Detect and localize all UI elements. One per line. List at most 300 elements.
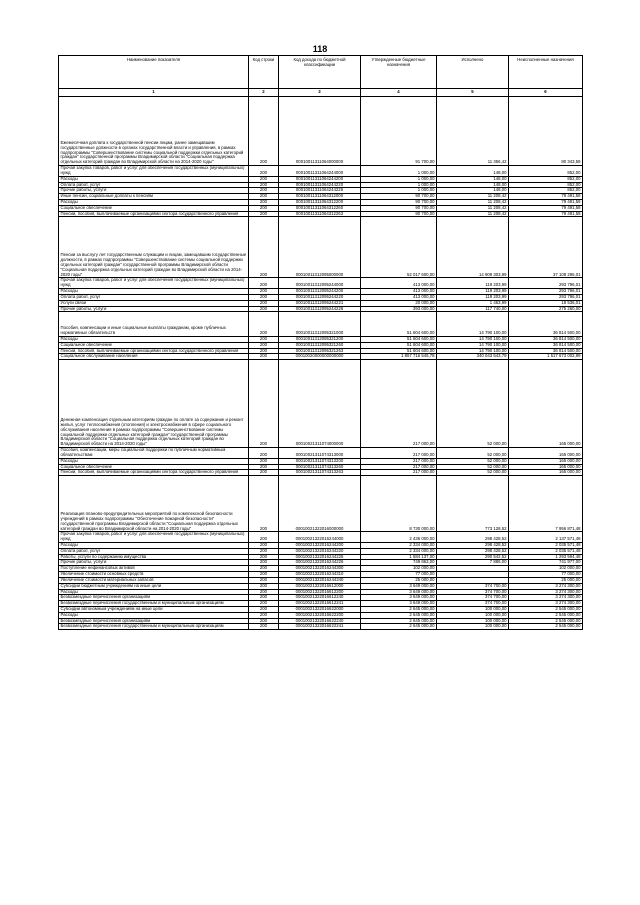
remaining-amount-cell: 2 545 000,00 [509,618,583,624]
line-code-cell: 200 [249,448,279,459]
indicator-name-cell [59,217,249,278]
line-code-cell: 200 [249,300,279,306]
remaining-amount-cell: 79 491,58 [509,211,583,217]
indicator-name-text: Прочая закупка товаров, работ и услуг для обеспечения государственных (муниципальных) нужд [60,531,245,542]
remaining-amount-cell: 102 000,00 [509,566,583,572]
remaining-amount-cell: 741 977,00 [509,560,583,566]
executed-amount-cell: 119 203,99 [437,294,509,300]
indicator-name-text: Поступление нефинансовых активов [60,565,135,571]
executed-amount-cell: 298 428,52 [437,543,509,549]
page-number: 118 [312,44,328,54]
executed-amount-cell: 11 356,42 [437,97,509,166]
indicator-name-text: Безвозмездные перечисления организациям [60,618,151,623]
approved-amount-cell: 413 000,00 [361,289,437,295]
remaining-amount-cell: 2 545 000,00 [509,606,583,612]
budget-code-cell: 00010011312095321260 [279,342,361,348]
header-budget-classification-code: Код дохода по бюджетной классификации [279,56,361,89]
approved-amount-cell: 1 000,00 [361,182,437,188]
indicator-name-text: Пенсии за выслугу лет государственным служащим и лицам, замещавшим государственные должности, в рамках подпрограммы "Совершенствование системы социальной поддержки отдельных категорий граждан" государственной программы Владимирской области "Социальная поддержка отдельных категорий граждан во Владимирской области на 2014-2020 годы" [60,252,247,277]
remaining-amount-cell: 165 000,00 [509,464,583,470]
table-row [59,97,583,166]
line-code-cell: 200 [249,612,279,618]
indicator-name-text: Пенсии, пособия, выплачиваемые организациями сектора государственного управления [60,469,239,475]
table-row [59,606,583,612]
approved-amount-cell: 3 649 000,00 [361,589,437,595]
table-row [59,166,583,177]
indicator-name-cell [59,348,249,354]
line-code-cell: 200 [249,476,279,532]
remaining-amount-cell: 80 343,58 [509,97,583,166]
executed-amount-cell: 52 000,00 [437,470,509,476]
remaining-amount-cell: 36 814 500,00 [509,342,583,348]
line-code-cell: 200 [249,560,279,566]
indicator-name-cell [59,532,249,543]
budget-code-cell: 00010021322016622240 [279,618,361,624]
column-number: 3 [279,89,361,97]
table-row [59,217,583,278]
budget-code-cell: 00010011311064244220 [279,182,361,188]
approved-amount-cell: 2 645 000,00 [361,624,437,630]
line-code-cell: 200 [249,188,279,194]
line-code-cell: 200 [249,532,279,543]
executed-amount-cell: 52 000,00 [437,458,509,464]
column-number: 5 [437,89,509,97]
indicator-name-text: Прочие работы, услуги [60,187,107,193]
line-code-cell: 200 [249,211,279,217]
table-row [59,532,583,543]
indicator-name-cell [59,312,249,337]
line-code-cell: 200 [249,618,279,624]
executed-amount-cell: 100 000,00 [437,606,509,612]
budget-code-cell: 00010011312095321200 [279,336,361,342]
indicator-name-text: Пенсии, пособия, выплачиваемые организациями сектора государственного управления [60,211,239,216]
indicator-name-text: Увеличение стоимости материальных запасов [60,577,154,582]
budget-code-cell: 00010021322016622200 [279,612,361,618]
approved-amount-cell: 91 700,00 [361,97,437,166]
line-code-cell: 200 [249,194,279,200]
executed-amount-cell: 374 700,00 [437,589,509,595]
budget-code-cell: 00010021322016622241 [279,624,361,630]
line-code-cell: 200 [249,289,279,295]
approved-amount-cell: 2 334 000,00 [361,548,437,554]
indicator-name-cell [59,360,249,448]
indicator-name-text: Социальное обеспечение [60,342,113,347]
approved-amount-cell: 90 700,00 [361,205,437,211]
budget-code-cell: 00010011311064312200 [279,199,361,205]
approved-amount-cell: 52 017 600,00 [361,217,437,278]
line-code-cell: 200 [249,566,279,572]
remaining-amount-cell: 36 814 500,00 [509,336,583,342]
approved-amount-cell: 393 000,00 [361,306,437,312]
approved-amount-cell: 1 000,00 [361,188,437,194]
approved-amount-cell: 90 700,00 [361,211,437,217]
line-code-cell: 200 [249,336,279,342]
remaining-amount-cell: 2 545 000,00 [509,624,583,630]
indicator-name-text: Расходы [60,336,78,341]
approved-amount-cell: 20 000,00 [361,300,437,306]
budget-code-cell: 00010011312095000000 [279,217,361,278]
table-row [59,354,583,360]
executed-amount-cell: 11 208,42 [437,199,509,205]
remaining-amount-cell: 2 035 571,48 [509,543,583,549]
approved-amount-cell: 77 000,00 [361,572,437,578]
header-unexecuted-appropriations: Неисполненные назначения [509,56,583,89]
indicator-name-cell [59,624,249,630]
line-code-cell: 200 [249,312,279,337]
remaining-amount-cell: 275 260,00 [509,306,583,312]
budget-code-cell: 00010021322016244340 [279,577,361,583]
executed-amount-cell: 14 790 100,00 [437,336,509,342]
indicator-name-text: Иные пенсии, социальные доплаты к пенсиям [60,193,153,199]
budget-code-cell: 00010021311074313200 [279,458,361,464]
table-row [59,360,583,448]
remaining-amount-cell: 3 274 300,00 [509,589,583,595]
indicator-name-text: Ежемесячная доплата к государственной пенсии лицам, ранее замещавшим государственные должности в органах государственной власти и управления, в рамках подпрограммы "Совершенствование системы социальной поддержки отдельных категорий граждан" государственной программы Владимирской области "Социальная поддержка отдельных категорий граждан во Владимирской области на 2014-2020 годы" [60,140,244,165]
budget-code-cell: 00010021322016244310 [279,572,361,578]
line-code-cell: 200 [249,205,279,211]
header-approved-appropriations: Утвержденные бюджетные назначения [361,56,437,89]
budget-code-cell: 00010021311074313263 [279,470,361,476]
table-header-row [59,56,583,89]
approved-amount-cell: 2 645 000,00 [361,618,437,624]
indicator-name-cell [59,476,249,532]
executed-amount-cell: 298 428,52 [437,548,509,554]
approved-amount-cell: 217 000,00 [361,360,437,448]
indicator-name-text: Расходы [60,176,78,181]
line-code-cell: 200 [249,176,279,182]
line-code-cell: 200 [249,606,279,612]
indicator-name-text: Социальное обеспечение [60,205,113,210]
executed-amount-cell: 14 790 100,00 [437,312,509,337]
budget-code-cell: 00010021311074313260 [279,464,361,470]
table-row [59,601,583,607]
table-body [59,97,583,630]
line-code-cell: 200 [249,306,279,312]
table-row [59,470,583,476]
line-code-cell: 200 [249,543,279,549]
indicator-name-text: Пособия, компенсации и иные социальные выплаты гражданам, кроме публичных нормативных обязательств [60,325,226,336]
budget-code-cell: 00010011312095244221 [279,300,361,306]
indicator-name-text: Расходы [60,458,78,463]
executed-amount-cell: 340 043 543,79 [437,354,509,360]
remaining-amount-cell: 79 491,58 [509,194,583,200]
line-code-cell: 200 [249,342,279,348]
budget-code-cell: 00010011311064244226 [279,188,361,194]
remaining-amount-cell: 36 814 500,00 [509,348,583,354]
approved-amount-cell: 413 000,00 [361,278,437,289]
line-code-cell: 200 [249,97,279,166]
line-code-cell: 200 [249,572,279,578]
line-code-cell: 200 [249,199,279,205]
table-row [59,312,583,337]
indicator-name-text: Безвозмездные перечисления государственным и муниципальным организациям [60,600,224,606]
budget-code-cell: 00010021311074000000 [279,360,361,448]
remaining-amount-cell: 3 274 300,00 [509,601,583,607]
approved-amount-cell: 217 000,00 [361,464,437,470]
indicator-name-text: Субсидии автономным учреждениям на иные цели [60,606,163,611]
budget-code-cell: 00010021322016612241 [279,601,361,607]
remaining-amount-cell: 293 796,01 [509,289,583,295]
budget-code-cell: 00010011311064000000 [279,97,361,166]
executed-amount-cell: 773 128,52 [437,476,509,532]
executed-amount-cell: 14 909 303,99 [437,217,509,278]
executed-amount-cell: 11 208,42 [437,211,509,217]
remaining-amount-cell: 36 814 500,00 [509,312,583,337]
remaining-amount-cell: 852,00 [509,166,583,177]
executed-amount-cell: 52 000,00 [437,448,509,459]
indicator-name-text: Услуги связи [60,300,86,305]
indicator-name-text: Расходы [60,542,78,547]
indicator-name-text: Расходы [60,612,78,617]
header-executed: Исполнено [437,56,509,89]
indicator-name-text: Субсидии бюджетным учреждениям на иные цели [60,583,162,588]
table-row [59,476,583,532]
column-number: 1 [59,89,249,97]
line-code-cell: 200 [249,624,279,630]
budget-code-cell: 00010011311064244000 [279,166,361,177]
remaining-amount-cell: 2 545 000,00 [509,612,583,618]
budget-code-cell: 00010021322016244000 [279,532,361,543]
line-code-cell: 200 [249,458,279,464]
budget-code-cell: 00010021322016244225 [279,554,361,560]
executed-amount-cell: 298 428,52 [437,532,509,543]
line-code-cell: 200 [249,348,279,354]
indicator-name-text: Прочие работы, услуги [60,559,107,565]
executed-amount-cell: 100 000,00 [437,624,509,630]
executed-amount-cell: 11 208,42 [437,205,509,211]
table-row [59,624,583,630]
budget-code-cell: 00010011312095244226 [279,306,361,312]
approved-amount-cell: 749 863,00 [361,560,437,566]
table-row [59,595,583,601]
line-code-cell: 200 [249,354,279,360]
remaining-amount-cell: 165 000,00 [509,448,583,459]
remaining-amount-cell: 165 000,00 [509,470,583,476]
approved-amount-cell: 51 604 600,00 [361,312,437,337]
budget-code-cell: 00010021322016244300 [279,566,361,572]
indicator-name-text: Прочая закупка товаров, работ и услуг для обеспечения государственных (муниципальных) нужд [60,277,245,288]
budget-code-cell: 00010020000000000000 [279,354,361,360]
indicator-name-text: Расходы [60,589,78,594]
line-code-cell: 200 [249,577,279,583]
line-code-cell: 200 [249,217,279,278]
executed-amount-cell: 100 000,00 [437,612,509,618]
column-number: 2 [249,89,279,97]
remaining-amount-cell: 25 000,00 [509,577,583,583]
indicator-name-text: Реализация планово-предупредительных мероприятий по комплексной безопасности учреждений в рамках подпрограммы "Обеспечение пожарной безопасности" государственной программы Владимирской области "Социальная поддержка отдельных категорий граждан во Владимирской области на 2014-2020 годы" [60,511,239,531]
line-code-cell: 200 [249,464,279,470]
budget-code-cell: 00010011312095321263 [279,348,361,354]
budget-code-cell: 00010011311064312263 [279,211,361,217]
approved-amount-cell: 51 604 600,00 [361,348,437,354]
indicator-name-text: Денежная компенсация отдельным категориям граждан по оплате за содержание и ремонт жилья, услуг теплоснабжения (отопления) и электроснабжения в сфере социального обслуживания населения в рамках подпрограммы "Совершенствование системы социальной поддержки отдельных категорий граждан" государственной программы Владимирской области "Социальная поддержка отдельных категорий граждан во Владимирской области на 2014-2020 годы" [60,417,244,447]
indicator-name-cell [59,166,249,177]
budget-code-cell: 00010021322016622000 [279,606,361,612]
approved-amount-cell: 1 000,00 [361,176,437,182]
indicator-name-cell [59,278,249,289]
budget-code-cell: 00010011312095321000 [279,312,361,337]
budget-code-cell: 00010021322016612240 [279,595,361,601]
table-row [59,618,583,624]
header-line-code: Код строки [249,56,279,89]
line-code-cell: 200 [249,554,279,560]
line-code-cell: 200 [249,601,279,607]
executed-amount-cell: 148,00 [437,188,509,194]
executed-amount-cell: 119 203,99 [437,278,509,289]
executed-amount-cell: 7 886,00 [437,560,509,566]
approved-amount-cell: 217 000,00 [361,470,437,476]
approved-amount-cell: 413 000,00 [361,294,437,300]
approved-amount-cell: 1 584 137,00 [361,554,437,560]
executed-amount-cell: 52 000,00 [437,464,509,470]
indicator-name-cell [59,601,249,607]
indicator-name-text: Расходы [60,288,78,294]
budget-code-cell: 00010021322016244200 [279,543,361,549]
approved-amount-cell: 1 000,00 [361,166,437,177]
remaining-amount-cell: 3 274 300,00 [509,595,583,601]
table-row [59,583,583,589]
remaining-amount-cell: 7 956 871,48 [509,476,583,532]
budget-code-cell: 00010021322016612200 [279,589,361,595]
indicator-name-cell [59,211,249,217]
remaining-amount-cell: 2 035 571,48 [509,548,583,554]
executed-amount-cell: 148,00 [437,182,509,188]
line-code-cell: 200 [249,278,279,289]
budget-code-cell: 00010021322016244226 [279,560,361,566]
executed-amount-cell: 1 463,99 [437,300,509,306]
approved-amount-cell: 217 000,00 [361,448,437,459]
executed-amount-cell: 14 790 100,00 [437,342,509,348]
indicator-name-text: Прочая закупка товаров, работ и услуг для обеспечения государственных (муниципальных) нужд [60,165,245,175]
executed-amount-cell: 11 208,42 [437,194,509,200]
approved-amount-cell: 2 645 000,00 [361,606,437,612]
remaining-amount-cell: 852,00 [509,188,583,194]
remaining-amount-cell: 293 796,01 [509,294,583,300]
approved-amount-cell: 102 000,00 [361,566,437,572]
approved-amount-cell: 2 334 000,00 [361,543,437,549]
indicator-name-text: Пенсии, пособия, выплачиваемые организациями сектора государственного управления [60,348,239,353]
approved-amount-cell: 51 604 600,00 [361,342,437,348]
executed-amount-cell: 290 542,52 [437,554,509,560]
executed-amount-cell: 148,00 [437,166,509,177]
indicator-name-text: Оплата работ, услуг [60,294,101,299]
table-row [59,211,583,217]
approved-amount-cell: 3 649 000,00 [361,601,437,607]
header-indicator-name: Наименование показателя [59,56,249,89]
indicator-name-text: Безвозмездные перечисления организациям [60,594,151,600]
remaining-amount-cell: 293 796,01 [509,278,583,289]
executed-amount-cell: 100 000,00 [437,618,509,624]
column-number: 6 [509,89,583,97]
approved-amount-cell: 3 649 000,00 [361,595,437,601]
executed-amount-cell: 14 790 100,00 [437,348,509,354]
approved-amount-cell: 1 857 716 546,78 [361,354,437,360]
budget-code-cell: 00010011311064244200 [279,176,361,182]
line-code-cell: 200 [249,589,279,595]
budget-code-cell: 00010011312095244000 [279,278,361,289]
table-row [59,278,583,289]
indicator-name-text: Оплата работ, услуг [60,182,101,187]
budget-code-cell: 00010021322016000000 [279,476,361,532]
remaining-amount-cell: 18 536,01 [509,300,583,306]
indicator-name-cell [59,97,249,166]
remaining-amount-cell: 1 293 594,48 [509,554,583,560]
indicator-name-text: Безвозмездные перечисления государственным и муниципальным организациям [60,623,224,629]
budget-code-cell: 00010011312095244200 [279,289,361,295]
remaining-amount-cell: 165 000,00 [509,360,583,448]
budget-code-cell: 00010021322016244220 [279,548,361,554]
budget-code-cell: 00010011312095244220 [279,294,361,300]
indicator-name-text: Пособия, компенсации, меры социальной поддержки по публичным нормативным обязательствам [60,447,226,457]
budget-code-cell: 00010011311064312260 [279,205,361,211]
line-code-cell: 200 [249,182,279,188]
remaining-amount-cell: 79 491,58 [509,199,583,205]
table-row [59,448,583,459]
approved-amount-cell: 217 000,00 [361,458,437,464]
line-code-cell: 200 [249,360,279,448]
table-row [59,348,583,354]
executed-amount-cell: 148,00 [437,176,509,182]
executed-amount-cell: 374 700,00 [437,601,509,607]
executed-amount-cell: 374 700,00 [437,595,509,601]
executed-amount-cell: 374 700,00 [437,583,509,589]
budget-execution-table [58,55,583,630]
remaining-amount-cell: 1 517 673 002,99 [509,354,583,360]
remaining-amount-cell: 79 491,58 [509,205,583,211]
budget-code-cell: 00010021322016612000 [279,583,361,589]
approved-amount-cell: 2 436 000,00 [361,532,437,543]
approved-amount-cell: 2 645 000,00 [361,612,437,618]
line-code-cell: 200 [249,583,279,589]
line-code-cell: 200 [249,166,279,177]
executed-amount-cell: 117 740,00 [437,306,509,312]
remaining-amount-cell: 165 000,00 [509,458,583,464]
line-code-cell: 200 [249,548,279,554]
indicator-name-text: Работы, услуги по содержанию имущества [60,554,147,559]
remaining-amount-cell: 77 000,00 [509,572,583,578]
executed-amount-cell: 119 203,99 [437,289,509,295]
column-number: 4 [361,89,437,97]
table-row [59,194,583,200]
remaining-amount-cell: 37 108 296,01 [509,217,583,278]
budget-code-cell: 00010011311064312000 [279,194,361,200]
remaining-amount-cell: 3 274 300,00 [509,583,583,589]
executed-amount-cell: 52 000,00 [437,360,509,448]
indicator-name-text: Расходы [60,199,78,204]
line-code-cell: 200 [249,470,279,476]
line-code-cell: 200 [249,294,279,300]
indicator-name-text: Социальное обслуживание населения [60,353,138,359]
approved-amount-cell: 90 700,00 [361,194,437,200]
remaining-amount-cell: 852,00 [509,182,583,188]
approved-amount-cell: 25 000,00 [361,577,437,583]
approved-amount-cell: 90 700,00 [361,199,437,205]
indicator-name-text: Прочие работы, услуги [60,306,107,311]
indicator-name-cell [59,470,249,476]
indicator-name-text: Увеличение стоимости основных средств [60,571,144,577]
indicator-name-text: Социальное обеспечение [60,464,113,469]
budget-code-cell: 00010021311074313000 [279,448,361,459]
remaining-amount-cell: 2 137 571,48 [509,532,583,543]
indicator-name-text: Оплата работ, услуг [60,548,101,553]
indicator-name-cell [59,448,249,459]
approved-amount-cell: 51 604 600,00 [361,336,437,342]
approved-amount-cell: 3 649 000,00 [361,583,437,589]
approved-amount-cell: 8 730 000,00 [361,476,437,532]
remaining-amount-cell: 852,00 [509,176,583,182]
line-code-cell: 200 [249,595,279,601]
column-numbers-row [59,89,583,97]
